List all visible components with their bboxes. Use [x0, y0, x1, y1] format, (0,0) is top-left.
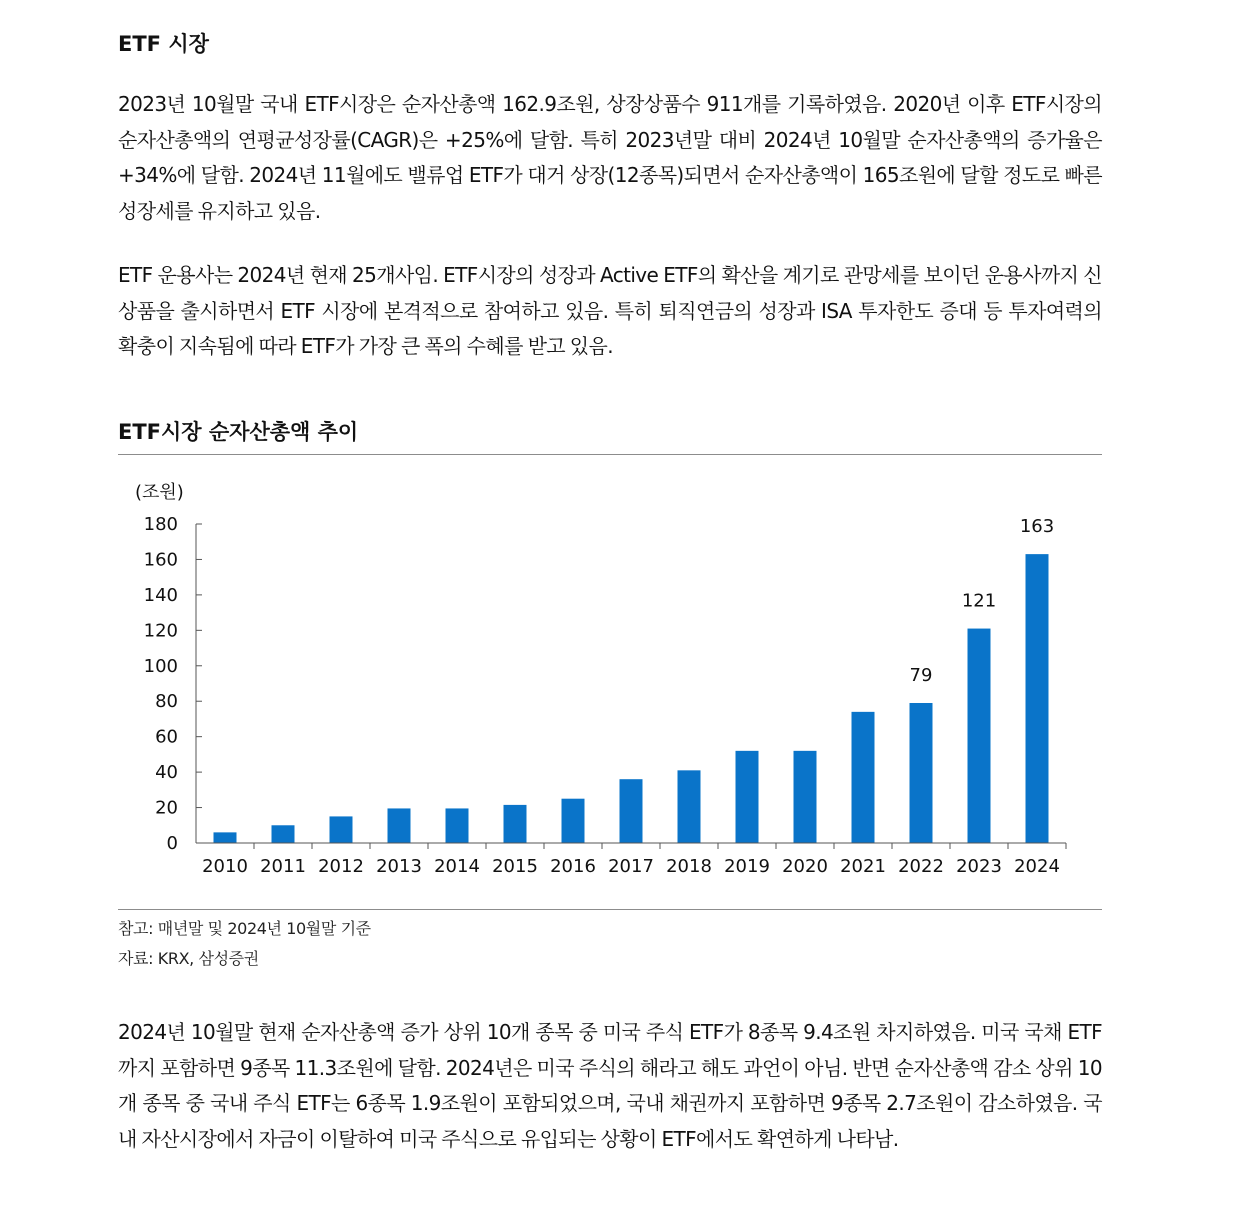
bar-2020: [794, 751, 817, 843]
y-tick-label: 180: [143, 514, 178, 535]
bar-2023: [968, 629, 991, 843]
y-tick-label: 60: [155, 726, 178, 748]
bar-2013: [388, 808, 411, 843]
data-label-2024: 163: [1019, 516, 1055, 538]
paragraph-fund-flows: 2024년 10월말 현재 순자산총액 증가 상위 10개 종목 중 미국 주식 ETF가 8종목 9.4조원 차지하였음. 미국 국채 ETF까지 포함하면 9종목 11.3조원에 달함. 2024년은 미국 주식의 해라고 해도 과언이 아님. 반면 순자산총액 감소 상위 10개 종목 중 국내 주식 ETF는 6종목 1.9조원이 포함되었으며, 국내 채권까지 포함하면 9종목 2.7조원이 감소하였음. 국내 자산시장에서 자금이 이탈하여 미국 주식으로 유입되는 상황이 ETF에서도 확연하게 나타남.: [118, 1020, 1102, 1151]
x-tick-label: 2012: [318, 856, 364, 877]
x-tick-label: 2024: [1014, 856, 1060, 877]
x-tick-label: 2016: [550, 856, 596, 877]
y-tick-label: 20: [155, 797, 178, 819]
x-tick-label: 2018: [666, 856, 712, 877]
bar-2016: [562, 799, 585, 843]
y-tick-label: 160: [143, 549, 178, 571]
x-tick-label: 2019: [724, 856, 770, 877]
y-axis-unit-label: (조원): [135, 482, 184, 503]
bar-chart: [118, 455, 1102, 907]
x-tick-label: 2010: [202, 856, 248, 877]
chart-note: 참고: 매년말 및 2024년 10월말 기준: [118, 919, 371, 938]
chart-bottom-rule: [118, 909, 1102, 910]
bars: [214, 554, 1049, 843]
y-tick-label: 100: [143, 655, 178, 677]
x-tick-label: 2022: [898, 856, 944, 877]
bar-2012: [330, 816, 353, 843]
data-label-2023: 121: [961, 590, 997, 612]
bar-2019: [736, 751, 759, 843]
bar-2015: [504, 805, 527, 843]
x-tick-label: 2014: [434, 856, 480, 877]
x-tick-label: 2023: [956, 856, 1002, 877]
y-tick-label: 80: [155, 691, 178, 713]
x-tick-label: 2011: [260, 856, 306, 877]
bar-2021: [852, 712, 875, 843]
x-tick-label: 2013: [376, 856, 422, 877]
y-tick-label: 40: [155, 762, 178, 784]
paragraph-etf-market-size: 2023년 10월말 국내 ETF시장은 순자산총액 162.9조원, 상장상품수 911개를 기록하였음. 2020년 이후 ETF시장의 순자산총액의 연평균성장률(CAGR)은 +25%에 달함. 특히 2023년말 대비 2024년 10월말 순자산총액의 증가율은 +34%에 달함. 2024년 11월에도 밸류업 ETF가 대거 상장(12종목)되면서 순자산총액이 165조원에 달할 정도로 빠른 성장세를 유지하고 있음.: [118, 92, 1102, 223]
bar-2014: [446, 808, 469, 843]
bar-2024: [1026, 554, 1049, 843]
x-tick-label: 2020: [782, 856, 828, 877]
bar-2011: [272, 825, 295, 843]
data-label-2022: 79: [909, 664, 933, 686]
bar-2022: [910, 703, 933, 843]
section-heading: ETF 시장: [118, 32, 209, 56]
y-tick-label: 120: [143, 620, 178, 642]
x-axis: [196, 843, 1066, 877]
bar-2018: [678, 770, 701, 843]
y-tick-label: 140: [143, 584, 178, 606]
chart-title: ETF시장 순자산총액 추이: [118, 420, 359, 444]
bar-2017: [620, 779, 643, 843]
y-axis: [144, 514, 202, 854]
bar-2010: [214, 832, 237, 843]
y-tick-label: 0: [166, 833, 178, 854]
paragraph-etf-managers: ETF 운용사는 2024년 현재 25개사임. ETF시장의 성장과 Active ETF의 확산을 계기로 관망세를 보이던 운용사까지 신상품을 출시하면서 ETF 시장에 본격적으로 참여하고 있음. 특히 퇴직연금의 성장과 ISA 투자한도 증대 등 투자여력의 확충이 지속됨에 따라 ETF가 가장 큰 폭의 수혜를 받고 있음.: [118, 263, 1102, 358]
x-tick-label: 2021: [840, 856, 886, 877]
x-tick-label: 2015: [492, 856, 538, 877]
chart-source: 자료: KRX, 삼성증권: [118, 949, 259, 968]
x-tick-label: 2017: [608, 856, 654, 877]
